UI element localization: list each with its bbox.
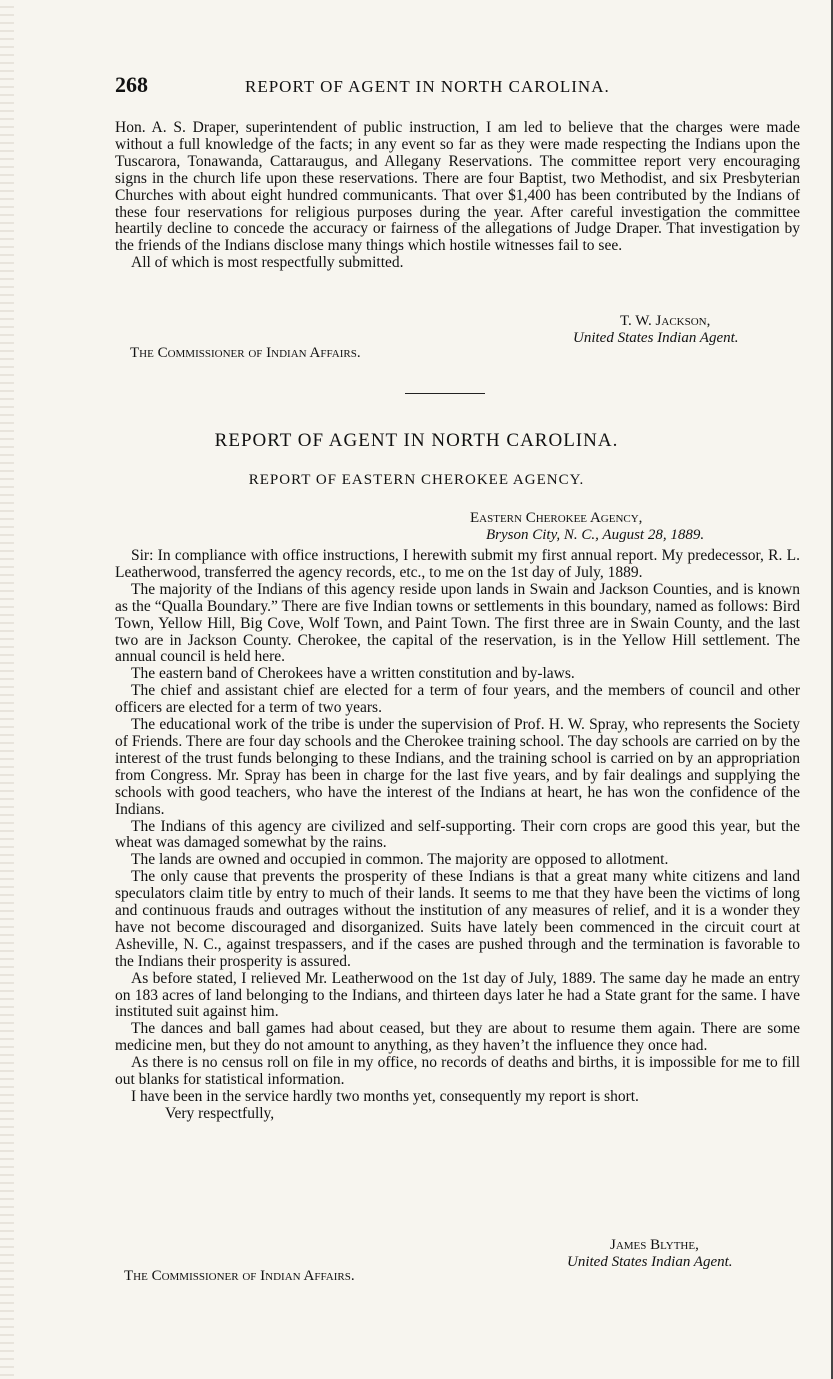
report-paragraph: As there is no census roll on file in my office, no records of deaths and births, it is impossible for me to fill out blanks for statistical information. [115, 1054, 800, 1089]
report-paragraph: The Indians of this agency are civilized and self-supporting. Their corn crops are good this year, but the wheat was damaged somewhat by the rains. [115, 817, 800, 852]
second-report-body [115, 548, 800, 1123]
report-paragraph: Sir: In compliance with office instructions, I herewith submit my first annual report. My predecessor, R. L. Leatherwood, transferred the agency records, etc., to me on the 1st day of July, 1889. [115, 547, 800, 581]
report-paragraph: The lands are owned and occupied in common. The majority are opposed to allotment. [131, 851, 669, 869]
top-report-body [115, 120, 800, 272]
place-date: Bryson City, N. C., August 28, 1889. [486, 527, 705, 543]
report-paragraph: I have been in the service hardly two months yet, consequently my report is short. [131, 1088, 639, 1105]
report-subtitle: REPORT OF EASTERN CHEROKEE AGENCY. [248, 472, 585, 488]
report-paragraph: The majority of the Indians of this agency reside upon lands in Swain and Jackson Counties, and is known as the “Qualla Boundary.” There are five Indian towns or settlements in this boundary, named as follows: Bird Town, Yellow Hill, Big Cove, Wolf Town, and Paint Town. The first three are in Swain County, and the last two are in Jackson County. Cherokee, the capital of the reservation, is in the Yellow Hill settlement. The annual council is held here. [115, 580, 800, 666]
top-signer-title: United States Indian Agent. [573, 330, 739, 346]
page-edge-left [0, 0, 14, 1379]
page-header [115, 72, 795, 102]
report-paragraph: The chief and assistant chief are elected for a term of four years, and the members of council and other officers are elected for a term of two years. [115, 682, 800, 717]
page-number: 268 [115, 72, 148, 97]
running-head: REPORT OF AGENT IN NORTH CAROLINA. [245, 77, 610, 96]
report-closing: Very respectfully, [165, 1104, 275, 1122]
top-addressee: The Commissioner of Indian Affairs. [130, 345, 361, 361]
top-report-paragraph: Hon. A. S. Draper, superintendent of public instruction, I am led to believe that the charges were made without a full knowledge of the facts; in any event so far as they were made respecting the Indians upon the Tuscarora, Tonawanda, Cattaraugus, and Allegany Reservations. The committee report very encouraging signs in the church life upon these reservations. There are four Baptist, two Methodist, and six Presbyterian Churches with about eight hundred communicants. That over $1,400 has been contributed by the Indians of these four reservations for religious purposes during the year. After careful investigation the committee heartily decline to concede the accuracy or fairness of the allegations of Judge Draper. That investigation by the friends of the Indians disclose many things which hostile witnesses fail to see. [115, 119, 800, 255]
report-paragraph: As before stated, I relieved Mr. Leatherwood on the 1st day of July, 1889. The same day he made an entry on 183 acres of land belonging to the Indians, and thirteen days later he had a State grant for the same. I have instituted suit against him. [115, 969, 800, 1021]
report-paragraph: The educational work of the tribe is under the supervision of Prof. H. W. Spray, who represents the Society of Friends. There are four day schools and the Cherokee training school. The day schools are carried on by the interest of the trust funds belonging to these Indians, and the training school is carried on by an appropriation from Congress. Mr. Spray has been in charge for the last five years, and by fair dealings and supplying the schools with good teachers, who have the interest of the Indians at heart, he has won the confidence of the Indians. [115, 716, 800, 818]
report-paragraph: The dances and ball games had about ceased, but they are about to resume them again. There are some medicine men, but they do not amount to anything, as they haven’t the influence they once had. [115, 1020, 800, 1055]
report-title: REPORT OF AGENT IN NORTH CAROLINA. [214, 430, 619, 451]
addressee: The Commissioner of Indian Affairs. [124, 1268, 355, 1284]
top-signer-name: T. W. Jackson, [620, 313, 711, 329]
section-divider [405, 393, 485, 394]
agency-name: Eastern Cherokee Agency, [470, 510, 643, 526]
signer-name: James Blythe, [610, 1237, 699, 1253]
report-paragraph: The eastern band of Cherokees have a written constitution and by-laws. [131, 665, 575, 683]
report-paragraph: The only cause that prevents the prosperity of these Indians is that a great many white citizens and land speculators claim title by entry to much of their lands. It seems to me that they have been the victims of long and continuous frauds and outrages without the institution of any measures of relief, and it is a wonder they have not become discouraged and disorganized. Suits have lately been commenced in the circuit court at Asheville, N. C., against trespassers, and if the cases are pushed through and the termination is favorable to the Indians their prosperity is assured. [115, 868, 800, 970]
top-report-closing: All of which is most respectfully submitted. [131, 254, 404, 272]
signer-title: United States Indian Agent. [567, 1254, 733, 1270]
